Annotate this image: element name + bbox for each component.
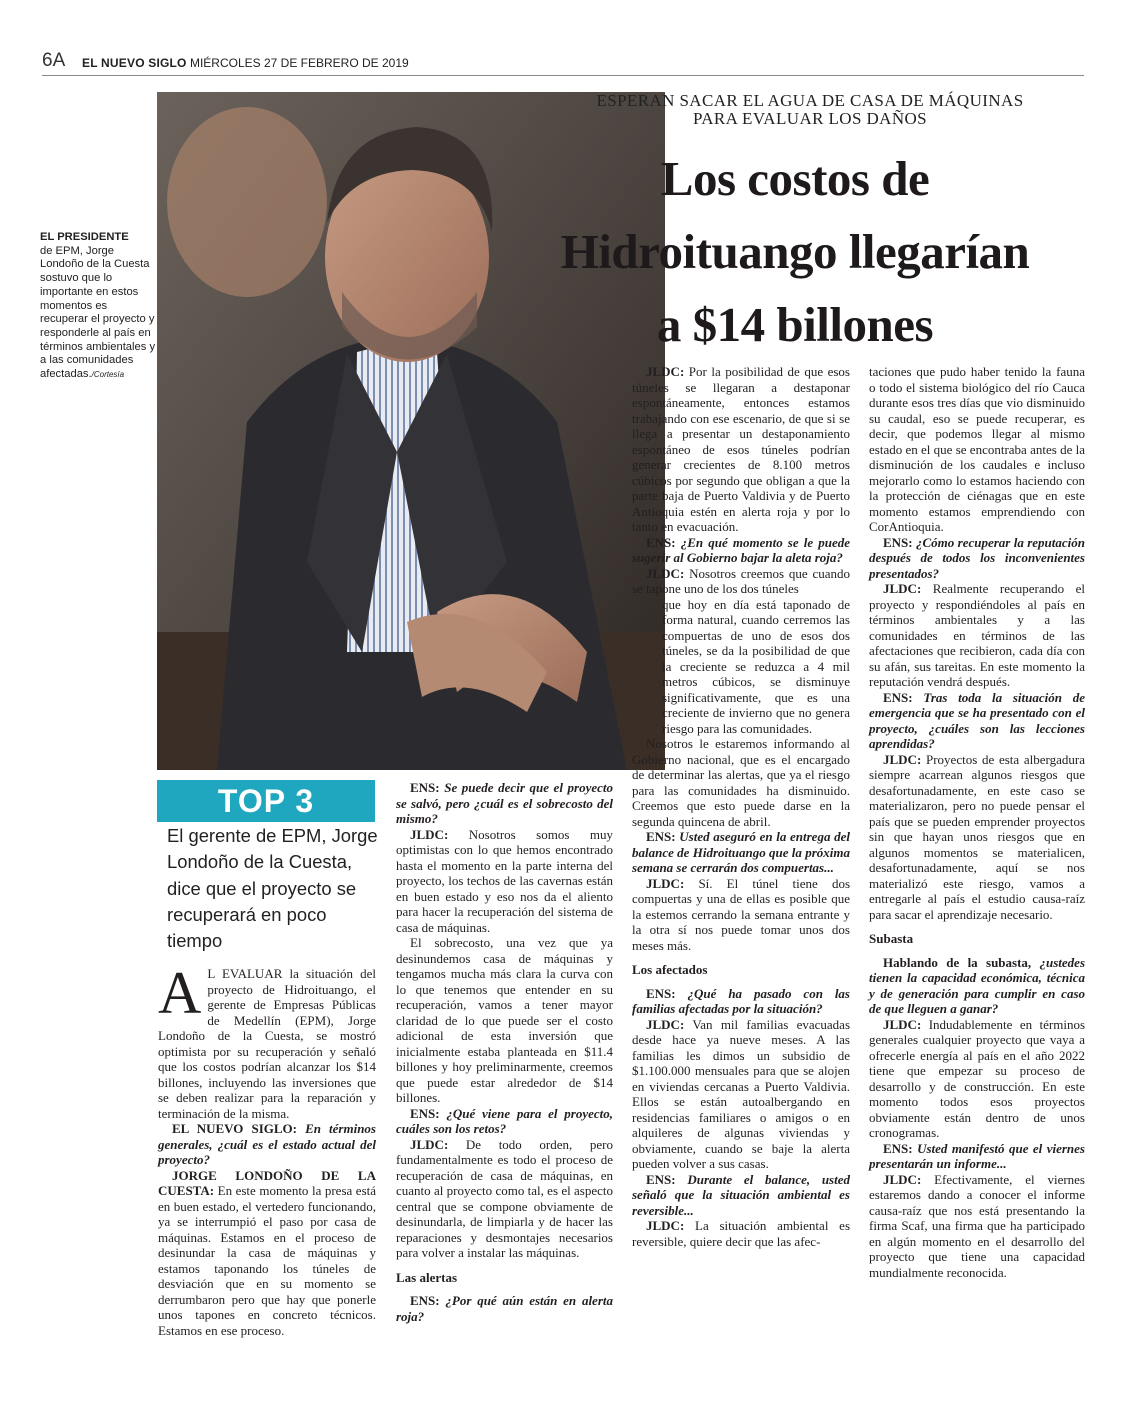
answer-text: Van mil familias evacuadas desde hace ya nueve meses. A las familias les dimos un subsidio de $1.100.000 mensuales para que se alojen en viviendas cercanas a Puerto Valdivia. Ellos se están autoalbergando en residencias familiares o amigos o en alquileres de algunas viviendas y obviamente, cuando se baje la alerta pueden volver a sus casas.	[632, 1016, 850, 1171]
question-text: En términos generales, ¿cuál es el estado actual del proyecto?	[158, 1121, 376, 1167]
lead-paragraph	[158, 960, 376, 1121]
question-label: ENS:	[883, 534, 913, 550]
answer-text: De todo orden, pero fundamentalmente es todo el proceso de recuperación de casa de máquinas, en cuanto al proyecto como tal, es el aspecto central que se compone obviamente de desinundarla, de limpiarla y de hacer las reparaciones y desmontajes necesarios para volver a instalar las máquinas.	[396, 1136, 613, 1260]
question-text: Usted manifestó que el viernes presentarán un informe...	[869, 1140, 1085, 1171]
column-4	[869, 364, 1085, 1280]
answer-text: Realmente recuperando el proyecto y respondiéndoles al país en términos ambientales y a las comunidades en términos de las afectaciones que recibieron, cada día con su afán, sus tareitas. En este momento la reputación vendrá después.	[869, 581, 1085, 689]
question	[396, 1293, 613, 1324]
answer-label: JLDC:	[883, 751, 922, 767]
answer-continued: taciones que pudo haber tenido la fauna o todo el sistema biológico del río Cauca durante esos tres días que vio disminuido su caudal, eso se puede recuperar, es decir, que podemos llegar al mismo estado en el que se encontraba antes de la disminución de los caudales e incluso mejorarlo como lo estamos haciendo con la protección de ciénagas que en este momento estamos emprendiendo con CorAntioquia.	[869, 364, 1085, 534]
question-label: EL NUEVO SIGLO:	[172, 1121, 297, 1136]
answer	[632, 566, 850, 597]
question	[632, 829, 850, 876]
question	[869, 1141, 1085, 1172]
answer	[632, 1218, 850, 1249]
answer	[869, 1017, 1085, 1141]
photo-credit: /Cortesía	[91, 370, 125, 380]
answer	[632, 876, 850, 954]
answer-text-wrapped: que hoy en día está taponado de forma natural, cuando cerremos las compuertas de uno de esos dos túneles, se da la posibilidad de que la creciente se reduzca a 4 mil metros cúbicos, se disminuye significativamente, que es una creciente de invierno que no genera riesgo para las comunidades.	[662, 596, 850, 736]
question-label: ENS:	[410, 1105, 440, 1121]
question-label: ENS:	[410, 780, 440, 795]
question-label: ENS:	[410, 1293, 440, 1308]
column-2	[396, 780, 613, 1324]
question	[396, 1106, 613, 1137]
question-text: Se puede decir que el proyecto se salvó, pero ¿cuál es el sobrecosto del mismo?	[396, 780, 614, 826]
answer-text: Nosotros creemos que cuando se tapone uno de los dos túneles	[632, 565, 851, 596]
question	[632, 1172, 850, 1219]
caption-text: de EPM, Jorge Londoño de la Cuesta sostuvo que lo importante en estos momentos es recuperar el proyecto y responderle al país en términos ambientales y a las comunidades afectadas.	[40, 244, 156, 381]
publication-name: EL NUEVO SIGLO	[82, 56, 187, 70]
answer-label: JLDC:	[646, 875, 685, 891]
question	[632, 535, 850, 566]
answer-text: Efectivamente, el viernes estaremos dando a conocer el informe causa-raíz que nos está presentando la firma Scaf, una firma que ha participado en algún momento en el desarrollo del proyecto que tiene una capacidad mundialmente reconocida.	[869, 1171, 1085, 1280]
question-label: Hablando de la subasta,	[883, 954, 1032, 970]
headline-line-1: Los costos de	[660, 151, 930, 206]
question-label: ENS:	[646, 829, 676, 844]
kicker-line-1: ESPERAN SACAR EL AGUA DE CASA DE MÁQUINAS	[596, 91, 1024, 110]
question-text: ¿ustedes tienen la capacidad económica, técnica y de generación para cumplir en caso de que lleguen a ganar?	[869, 954, 1085, 1016]
subheading: Subasta	[869, 931, 914, 946]
answer-text: En este momento la presa está en buen estado, el vertedero funcionando, ya se interrumpió el paso por casa de máquinas. Estamos en el proceso de desinundar la casa de máquinas y estamos taponando los túneles de desviación que en su momento se derrumbaron pero que hay que ponerle unos tapones en concreto técnicos. Estamos en ese proceso.	[158, 1183, 377, 1338]
column-3	[632, 364, 850, 1249]
column-1	[158, 960, 377, 1338]
answer-label: JORGE LONDOÑO DE LA CUESTA:	[158, 1167, 376, 1198]
question	[158, 1121, 376, 1168]
question-text: Durante el balance, usted señaló que la situación ambiental es reversible...	[632, 1171, 851, 1218]
caption-lead: EL PRESIDENTE	[40, 231, 129, 243]
answer-label: JLDC:	[646, 565, 685, 581]
article-headline	[505, 142, 1085, 361]
answer	[158, 1168, 376, 1339]
answer-continued: Nosotros le estaremos informando al Gobierno nacional, que es el encargado de determinar las alertas, que ya el riesgo para las comunidades ha disminuido. Creemos que esto puede darse en la segunda quincena de abril.	[632, 736, 850, 829]
answer-label: JLDC:	[410, 826, 449, 842]
answer-text: La situación ambiental es reversible, quiere decir que las afec-	[632, 1218, 851, 1249]
subheading: Las alertas	[396, 1269, 458, 1285]
top3-banner: TOP 3	[157, 780, 375, 822]
question	[869, 955, 1085, 1017]
question-text: ¿Qué viene para el proyecto, cuáles son los retos?	[396, 1105, 613, 1136]
answer-continued: El sobrecosto, una vez que ya desinundemos casa de máquinas y tengamos mucha más clara la curva con lo que tenemos que entender en su recuperación, vamos a tener mayor claridad de lo que puede ser el costo adicional de esta inversión que inicialmente estaba planteada en $11.4 billones y hoy preliminarmente, creemos que puede estar alrededor de $14 billones.	[396, 935, 613, 1105]
answer-text: Por la posibilidad de que esos túneles se llegaran a destaponar espontáneamente, entonces estamos trabajando con ese escenario, de que si se llega a presentar un destaponamiento espontáneo de esos túneles podrían generar crecientes de 8.100 metros cúbicos por segundo que obligan a que la parte baja de Puerto Valdivia y de Puerto Antioquia estén en alerta roja y por lo tanto en evacuación.	[632, 364, 850, 534]
question-label: ENS:	[646, 534, 676, 550]
answer	[632, 1017, 850, 1172]
answer-label: JLDC:	[646, 1218, 685, 1233]
answer	[869, 1172, 1085, 1281]
answer-label: JLDC:	[883, 581, 922, 596]
answer	[869, 752, 1085, 923]
answer-text: Proyectos de esta albergadura siempre acarrean algunos riesgos que desafortunadamente, en este caso se materializaron, pero no puede pensar el país que se pueden emprender proyectos sin que hayan unos riesgos que en algunos momentos se materialicen, desafortunadamente, aquí se nos materializó este riesgo, vamos a entregarle al país el estudio causa-raíz para sacar el aprendizaje necesario.	[869, 751, 1085, 922]
question	[869, 535, 1085, 582]
answer-label: JLDC:	[646, 364, 685, 379]
answer-label: JLDC:	[646, 1016, 685, 1032]
answer-label: JLDC:	[883, 1171, 922, 1187]
question-text: Tras toda la situación de emergencia que se ha presentado con el proyecto, ¿cuáles son las lecciones aprendidas?	[869, 689, 1085, 751]
answer-text: Nosotros somos muy optimistas con lo que hemos encontrado hasta el momento en la parte interna del proyecto, los techos de las cavernas están en buen estado y eso nos da el aliento para hacer la recuperación del sistema de casa de máquinas.	[396, 826, 614, 935]
question-label: ENS:	[883, 689, 913, 705]
answer	[869, 581, 1085, 690]
answer-label: JLDC:	[883, 1016, 922, 1032]
question-text: ¿Cómo recuperar la reputación después de todos los inconvenientes presentados?	[869, 534, 1085, 581]
article-kicker	[535, 92, 1085, 128]
question-label: ENS:	[646, 985, 676, 1001]
answer	[632, 364, 850, 535]
question	[632, 986, 850, 1017]
question-text: ¿En qué momento se le puede sugerir al Gobierno bajar la aleta roja?	[632, 534, 850, 565]
photo-caption	[40, 231, 156, 382]
headline-line-2: Hidroituango llegarían	[560, 224, 1030, 279]
answer-label: JLDC:	[410, 1136, 449, 1152]
answer-text: Sí. El túnel tiene dos compuertas y una de ellas es posible que la estemos cerrando la semana entrante y la otra sí nos puede tomar unos dos meses más.	[632, 875, 850, 953]
question	[869, 690, 1085, 752]
question-text: ¿Por qué aún están en alerta roja?	[396, 1293, 613, 1324]
question-label: ENS:	[883, 1140, 913, 1156]
answer	[396, 827, 613, 936]
top3-teaser: El gerente de EPM, Jorge Londoño de la Cuesta, dice que el proyecto se recuperará en poco tiempo	[167, 825, 378, 952]
answer	[396, 1137, 613, 1261]
question	[396, 780, 613, 827]
kicker-line-2: PARA EVALUAR LOS DAÑOS	[692, 109, 928, 128]
page-number: 6A	[42, 50, 66, 71]
subheading: Los afectados	[632, 962, 708, 977]
question-text: Usted aseguró en la entrega del balance de Hidroituango que la próxima semana se cerrarán dos compuertas...	[632, 829, 850, 875]
publication-date: MIÉRCOLES 27 DE FEBRERO DE 2019	[189, 56, 409, 70]
lead-text: L EVALUAR la situación del proyecto de Hidroituango, el gerente de Empresas Públicas de Medellín (EPM), Jorge Londoño de la Cuesta, se mostró optimista por su recuperación y señaló que los costos podrían alcanzar los $14 billones, incluyendo las inversiones que se deben realizar para la reparación y terminación de la misma.	[158, 966, 376, 1121]
publication-line	[82, 56, 409, 70]
question-label: ENS:	[646, 1171, 676, 1187]
dropcap: A	[158, 960, 202, 1026]
question-text: ¿Qué ha pasado con las familias afectadas por la situación?	[632, 985, 850, 1016]
answer-text: Indudablemente en términos generales cualquier proyecto que vaya a ofrecerle energía al país en el año 2022 tiene que empezar su proceso de desarrollo y de construcción. En este momento todos esos proyectos obviamente están dentro de unos cronogramas.	[869, 1016, 1085, 1140]
headline-line-3: a $14 billones	[656, 297, 934, 352]
page-header	[42, 50, 1084, 76]
